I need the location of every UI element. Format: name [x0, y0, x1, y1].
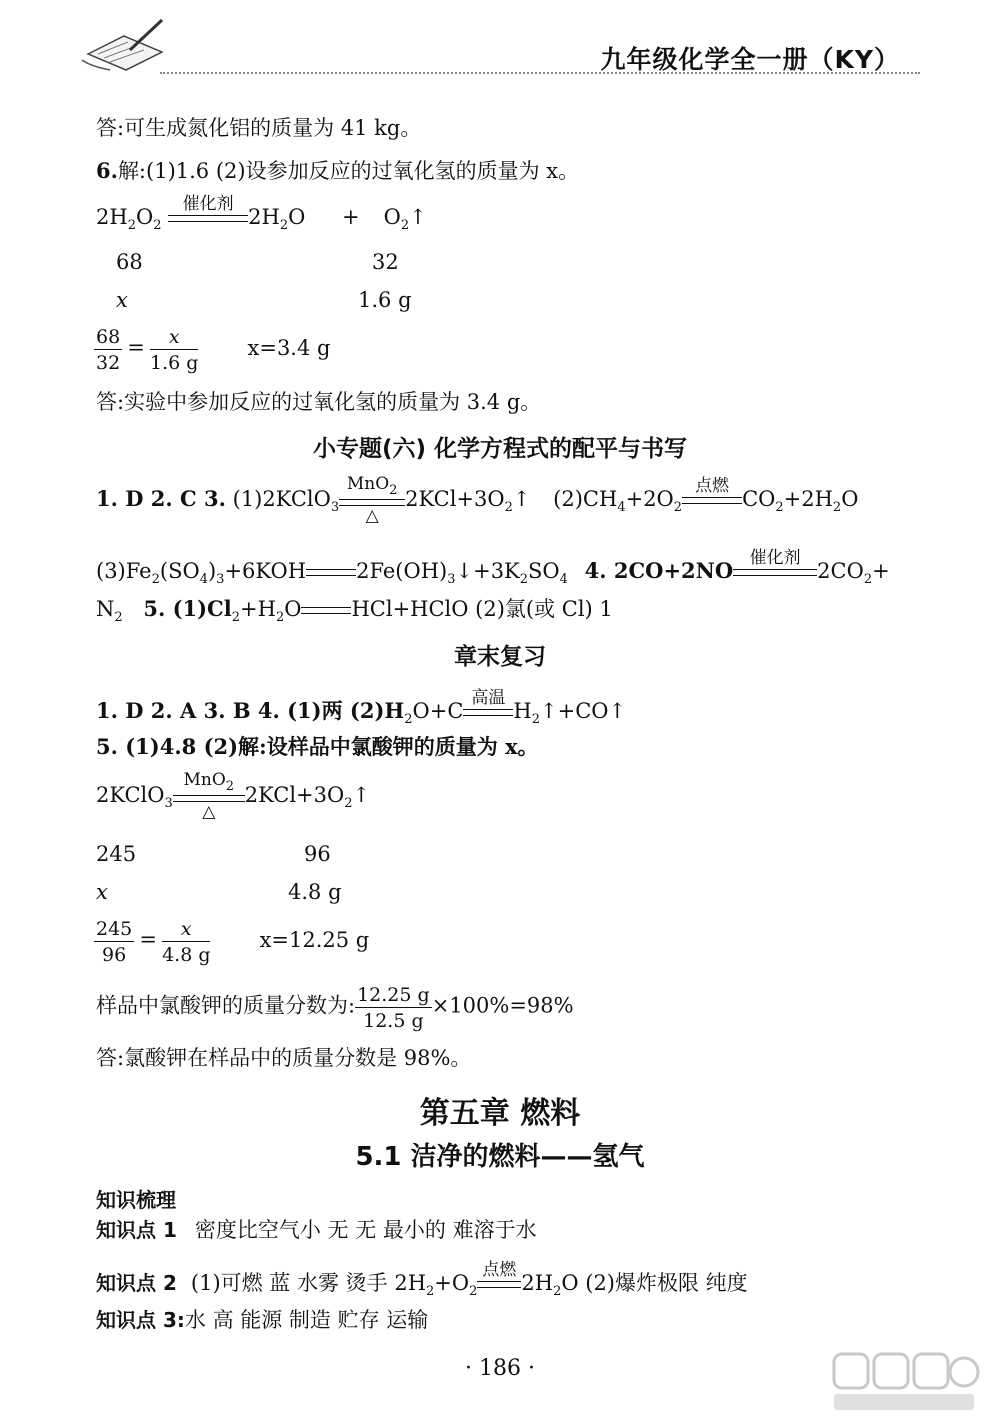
frac-x-16g: [150, 326, 198, 374]
sub: 2: [531, 712, 541, 727]
eq-2h2: +2H: [783, 487, 833, 511]
cond-top: MnO: [346, 474, 390, 494]
eq-2kcl: 2KCl+3O: [405, 487, 505, 511]
frac-num: x: [150, 326, 198, 350]
eq-koh: +6KOH: [224, 559, 307, 583]
sub: 2: [832, 500, 842, 515]
cond-mno2: [339, 476, 405, 525]
sub: 2: [114, 610, 123, 625]
frac-num: 68: [96, 326, 121, 348]
frac-68-32: [94, 326, 122, 374]
frac-x-48g: [162, 918, 210, 966]
mass-32: 32: [372, 250, 399, 274]
mass-68: 68: [116, 250, 143, 274]
eq1-cond-text: 催化剂: [182, 194, 234, 214]
sub: 2: [153, 218, 162, 233]
chapter-title: 第五章 燃料: [419, 1096, 581, 1131]
sub: 2: [275, 610, 285, 625]
section-1-row-1: [96, 476, 858, 525]
sub: 4: [199, 572, 208, 587]
sub: 4: [559, 572, 568, 587]
sub: 2: [279, 218, 289, 233]
answer-line-1: 答:可生成氮化铝的质量为 41 kg。: [96, 116, 422, 140]
frac-den: 12.5 g: [363, 1010, 424, 1032]
kp2-text-c: 2H: [521, 1271, 554, 1295]
sub: 2: [553, 1284, 562, 1299]
kp2-text-b: +O: [434, 1271, 470, 1295]
eq-h: H: [513, 699, 532, 723]
header-title: 九年级化学全一册（KY）: [600, 45, 900, 74]
equation-1: $2H_2O_2$ 催化剂 $2H_2O$ + $O_2↑$: [96, 196, 427, 241]
eq-arrows: ↑+CO↑: [540, 699, 627, 723]
mass-96: 96: [304, 842, 331, 866]
question-6-number: 6.: [96, 158, 118, 183]
eq1-condition: [168, 196, 248, 241]
eq-2kcl: 2KCl+3O: [244, 783, 345, 807]
kp3-label: 知识点 3:: [96, 1308, 185, 1332]
sub: 4: [617, 500, 626, 515]
sub: 2: [231, 610, 241, 625]
cond-top: MnO: [183, 770, 226, 790]
knowledge-point-1: [96, 1220, 537, 1241]
mass-x-2: x: [96, 880, 108, 904]
mass-x: x: [116, 288, 128, 312]
eq-ch4: (2)CH: [553, 487, 618, 511]
sub: 2: [673, 500, 683, 515]
sub: 2: [519, 572, 529, 587]
eq-2kclo3: (1)2KClO: [232, 487, 331, 511]
section-2-title: 章末复习: [454, 644, 546, 670]
section-2-row-2: 5. (1)4.8 (2)解:设样品中氯酸钾的质量为 x。: [96, 734, 539, 759]
page-number: · 186 ·: [465, 1356, 535, 1381]
equals: =: [139, 927, 157, 952]
sub: 2: [404, 712, 413, 727]
cond-top: 点燃: [695, 476, 730, 496]
eq-h: +H: [240, 597, 276, 621]
cond-bot: △: [202, 802, 216, 822]
arrow-up: ↑: [512, 487, 531, 511]
equal-bar: [301, 607, 351, 614]
pct-label: 样品中氯酸钾的质量分数为:: [96, 993, 356, 1018]
sub: 2: [469, 1284, 478, 1299]
sub: 2: [389, 483, 398, 498]
eq-n: N: [96, 597, 115, 621]
sub: 2: [426, 1284, 435, 1299]
eq-k2: ↓+3K: [455, 559, 520, 583]
sub: 2: [863, 572, 873, 587]
kp2-label: 知识点 2: [96, 1271, 177, 1295]
cond-ignite: [477, 1262, 521, 1307]
eq-so: SO: [528, 559, 560, 583]
answer-5: 5. (1)Cl: [143, 596, 232, 621]
eq1-plus: +: [342, 205, 360, 229]
eq-feoh3: 2Fe(OH): [356, 559, 448, 583]
eq-fe: (3)Fe: [96, 559, 152, 583]
header-logo: [80, 14, 180, 74]
answer-line-3: 答:氯酸钾在样品中的质量分数是 98%。: [96, 1046, 472, 1070]
equals: =: [127, 335, 145, 360]
kp1-text: 密度比空气小 无 无 最小的 难溶于水: [194, 1218, 537, 1242]
frac-num: 245: [96, 918, 133, 940]
cond-top: 高温: [471, 688, 506, 708]
eq1-left: 2H: [96, 205, 128, 229]
sub: 2: [225, 779, 235, 794]
knowledge-point-3: [96, 1310, 428, 1331]
answer-line-2: 答:实验中参加反应的过氧化氢的质量为 3.4 g。: [96, 390, 542, 414]
sub: 3: [216, 572, 225, 587]
sub: 3: [164, 796, 173, 811]
cond-top: 催化剂: [749, 548, 801, 568]
knowledge-point-2: [96, 1262, 748, 1307]
question-6: [96, 160, 579, 182]
eq-paren: ): [207, 559, 217, 583]
proportion-1: [94, 326, 330, 374]
result-1: x=3.4 g: [247, 335, 331, 360]
eq1-right2: O: [288, 205, 306, 229]
frac-245-96: [94, 918, 134, 966]
result-2: x=12.25 g: [259, 927, 370, 952]
watermark-logo: [830, 1348, 980, 1414]
proportion-2: [94, 918, 369, 966]
eq1-o2: O: [383, 205, 401, 229]
sub: 2: [344, 796, 353, 811]
eq-o: O: [284, 597, 302, 621]
sub: 3: [330, 500, 340, 515]
eq-co2: CO: [742, 487, 776, 511]
section-1-row-3: [96, 598, 613, 624]
kp3-text: 水 高 能源 制造 贮存 运输: [184, 1308, 429, 1332]
cond-bot: △: [365, 506, 379, 526]
mass-245: 245: [96, 842, 137, 866]
section-2-row-1: [96, 690, 626, 735]
answers-1-4: 1. D 2. A 3. B 4. (1)两 (2)H: [96, 698, 405, 723]
mass-1.6g: 1.6 g: [358, 288, 412, 312]
answers-1-3: 1. D 2. C 3.: [96, 486, 226, 511]
equal-bar: [306, 569, 356, 576]
frac-num: x: [162, 918, 210, 942]
header-divider: [160, 72, 920, 74]
question-6-text: 解:(1)1.6 (2)设参加反应的过氧化氢的质量为 x。: [117, 159, 580, 183]
frac-den: 96: [102, 944, 127, 966]
cond-mno2: [173, 772, 245, 821]
frac-den: 4.8 g: [162, 944, 211, 966]
eq-so4: (SO: [159, 559, 200, 583]
equation-2: [96, 772, 370, 821]
chapter-subtitle: 5.1 洁净的燃料——氢气: [355, 1142, 645, 1172]
kp2-text-a: (1)可燃 蓝 水雾 烫手 2H: [190, 1271, 427, 1295]
eq1-right: 2H: [248, 205, 280, 229]
sub: 2: [504, 500, 513, 515]
arrow-up: ↑: [352, 783, 371, 807]
sub: 2: [151, 572, 160, 587]
eq-2co2: 2CO: [817, 559, 864, 583]
percentage-line: [96, 984, 574, 1032]
pct-result: ×100%=98%: [431, 993, 574, 1018]
kp2-text-d: O (2)爆炸极限 纯度: [561, 1271, 748, 1295]
eq-2o2: +2O: [625, 487, 674, 511]
eq-plus: +: [872, 559, 890, 583]
sub: 2: [775, 500, 784, 515]
section-1-title: 小专题(六) 化学方程式的配平与书写: [312, 436, 688, 462]
eq-2kclo3: 2KClO: [96, 783, 165, 807]
cond-top: 点燃: [482, 1260, 517, 1280]
frac-num: 12.25 g: [357, 984, 430, 1006]
eq-oc: O+C: [412, 699, 464, 723]
sub: 3: [447, 572, 456, 587]
kp1-label: 知识点 1: [96, 1218, 177, 1242]
section-1-row-2: [96, 550, 890, 595]
cond-hightemp: [463, 690, 513, 735]
cond-catalyst: [733, 550, 817, 595]
frac-den: 1.6 g: [149, 352, 199, 374]
frac-den: 32: [96, 352, 121, 374]
frac-pct: [355, 984, 432, 1032]
cond-ignite: [682, 478, 742, 523]
eq-o: O: [841, 487, 859, 511]
sub: 2: [127, 218, 136, 233]
eq1-arrow: ↑: [409, 205, 427, 229]
knowledge-heading: 知识梳理: [96, 1188, 176, 1212]
mass-4.8g: 4.8 g: [288, 880, 342, 904]
sub: 2: [400, 218, 410, 233]
eq-hcl: HCl+HClO (2)氯(或 Cl) 1: [351, 597, 613, 621]
answer-4: 4. 2CO+2NO: [584, 558, 734, 583]
